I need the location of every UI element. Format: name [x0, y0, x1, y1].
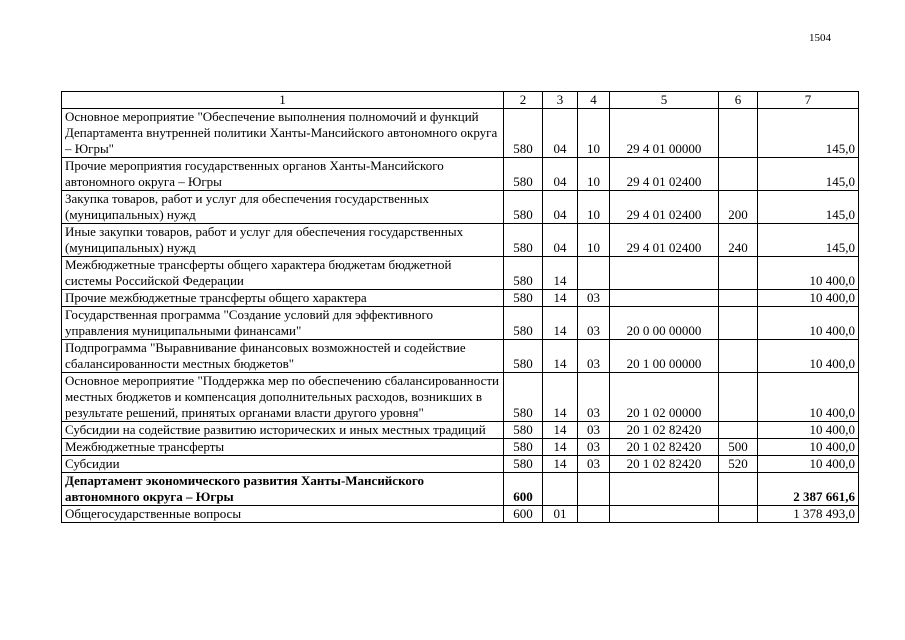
amount-cell: 145,0: [758, 224, 859, 257]
expense-type-cell: 500: [719, 439, 758, 456]
admin-code-cell: 580: [504, 307, 543, 340]
expense-type-cell: 520: [719, 456, 758, 473]
header-col-2: 2: [504, 92, 543, 109]
subsection-code-cell: [578, 257, 610, 290]
amount-cell: 10 400,0: [758, 257, 859, 290]
expense-name-cell: Прочие межбюджетные трансферты общего характера: [62, 290, 504, 307]
admin-code-cell: 580: [504, 257, 543, 290]
expense-name-cell: Государственная программа "Создание условий для эффективного управления муниципальными финансами": [62, 307, 504, 340]
table-row: [62, 257, 859, 290]
table-row: [62, 224, 859, 257]
admin-code-cell: 580: [504, 340, 543, 373]
expense-name-cell: Межбюджетные трансферты общего характера бюджетам бюджетной системы Российской Федерации: [62, 257, 504, 290]
expense-type-cell: [719, 109, 758, 158]
amount-cell: 10 400,0: [758, 290, 859, 307]
subsection-code-cell: 10: [578, 224, 610, 257]
table-row: [62, 506, 859, 523]
admin-code-cell: 580: [504, 373, 543, 422]
table-row: [62, 109, 859, 158]
section-code-cell: 14: [543, 307, 578, 340]
admin-code-cell: 580: [504, 158, 543, 191]
expense-type-cell: [719, 290, 758, 307]
subsection-code-cell: 10: [578, 191, 610, 224]
header-col-5: 5: [610, 92, 719, 109]
expense-name-cell: Общегосударственные вопросы: [62, 506, 504, 523]
target-code-cell: 20 1 02 00000: [610, 373, 719, 422]
table-row: [62, 307, 859, 340]
header-col-7: 7: [758, 92, 859, 109]
table-row: [62, 158, 859, 191]
target-code-cell: 20 1 02 82420: [610, 439, 719, 456]
admin-code-cell: 600: [504, 506, 543, 523]
subsection-code-cell: [578, 473, 610, 506]
amount-cell: 10 400,0: [758, 422, 859, 439]
budget-table: [61, 91, 859, 523]
amount-cell: 10 400,0: [758, 439, 859, 456]
subsection-code-cell: 03: [578, 373, 610, 422]
section-code-cell: 04: [543, 224, 578, 257]
section-code-cell: 14: [543, 340, 578, 373]
target-code-cell: 29 4 01 00000: [610, 109, 719, 158]
table-row: [62, 473, 859, 506]
subsection-code-cell: [578, 506, 610, 523]
section-code-cell: 04: [543, 109, 578, 158]
table-row: [62, 191, 859, 224]
target-code-cell: [610, 290, 719, 307]
admin-code-cell: 580: [504, 290, 543, 307]
amount-cell: 10 400,0: [758, 307, 859, 340]
section-code-cell: 14: [543, 257, 578, 290]
table-row: [62, 456, 859, 473]
header-col-1: 1: [62, 92, 504, 109]
header-col-4: 4: [578, 92, 610, 109]
section-code-cell: 14: [543, 290, 578, 307]
target-code-cell: 29 4 01 02400: [610, 158, 719, 191]
table-row: [62, 340, 859, 373]
subsection-code-cell: 03: [578, 307, 610, 340]
admin-code-cell: 600: [504, 473, 543, 506]
expense-type-cell: [719, 158, 758, 191]
target-code-cell: 20 1 00 00000: [610, 340, 719, 373]
table-row: [62, 422, 859, 439]
subsection-code-cell: 03: [578, 456, 610, 473]
expense-type-cell: [719, 373, 758, 422]
admin-code-cell: 580: [504, 224, 543, 257]
target-code-cell: 20 1 02 82420: [610, 422, 719, 439]
expense-type-cell: [719, 473, 758, 506]
expense-name-cell: Субсидии: [62, 456, 504, 473]
admin-code-cell: 580: [504, 456, 543, 473]
table-row: [62, 373, 859, 422]
target-code-cell: [610, 473, 719, 506]
amount-cell: 1 378 493,0: [758, 506, 859, 523]
amount-cell: 10 400,0: [758, 456, 859, 473]
section-code-cell: [543, 473, 578, 506]
section-code-cell: 01: [543, 506, 578, 523]
subsection-code-cell: 03: [578, 290, 610, 307]
subsection-code-cell: 10: [578, 109, 610, 158]
amount-cell: 145,0: [758, 191, 859, 224]
expense-type-cell: 200: [719, 191, 758, 224]
expense-type-cell: 240: [719, 224, 758, 257]
section-code-cell: 14: [543, 422, 578, 439]
target-code-cell: 20 1 02 82420: [610, 456, 719, 473]
target-code-cell: 20 0 00 00000: [610, 307, 719, 340]
subsection-code-cell: 03: [578, 439, 610, 456]
amount-cell: 145,0: [758, 158, 859, 191]
section-code-cell: 04: [543, 158, 578, 191]
expense-name-cell: Субсидии на содействие развитию исторических и иных местных традиций: [62, 422, 504, 439]
section-code-cell: 14: [543, 373, 578, 422]
admin-code-cell: 580: [504, 422, 543, 439]
expense-name-cell: Прочие мероприятия государственных органов Ханты-Мансийского автономного округа – Югры: [62, 158, 504, 191]
header-col-6: 6: [719, 92, 758, 109]
expense-name-cell: Иные закупки товаров, работ и услуг для обеспечения государственных (муниципальных) нужд: [62, 224, 504, 257]
header-row: [62, 92, 859, 109]
amount-cell: 145,0: [758, 109, 859, 158]
expense-name-cell: Департамент экономического развития Ханты-Мансийского автономного округа – Югры: [62, 473, 504, 506]
section-code-cell: 14: [543, 456, 578, 473]
target-code-cell: [610, 257, 719, 290]
expense-type-cell: [719, 307, 758, 340]
expense-name-cell: Основное мероприятие "Поддержка мер по обеспечению сбалансированности местных бюджетов и компенсация дополнительных расходов, возникших в результате решений, принятых органами власти другого уровня": [62, 373, 504, 422]
amount-cell: 10 400,0: [758, 373, 859, 422]
expense-type-cell: [719, 257, 758, 290]
admin-code-cell: 580: [504, 439, 543, 456]
amount-cell: 2 387 661,6: [758, 473, 859, 506]
target-code-cell: 29 4 01 02400: [610, 224, 719, 257]
section-code-cell: 04: [543, 191, 578, 224]
subsection-code-cell: 03: [578, 422, 610, 439]
page-number: 1504: [809, 32, 831, 44]
amount-cell: 10 400,0: [758, 340, 859, 373]
section-code-cell: 14: [543, 439, 578, 456]
admin-code-cell: 580: [504, 191, 543, 224]
expense-type-cell: [719, 422, 758, 439]
subsection-code-cell: 10: [578, 158, 610, 191]
subsection-code-cell: 03: [578, 340, 610, 373]
expense-name-cell: Подпрограмма "Выравнивание финансовых возможностей и содействие сбалансированности местных бюджетов": [62, 340, 504, 373]
admin-code-cell: 580: [504, 109, 543, 158]
table-row: [62, 290, 859, 307]
expense-type-cell: [719, 506, 758, 523]
table-row: [62, 439, 859, 456]
expense-type-cell: [719, 340, 758, 373]
header-col-3: 3: [543, 92, 578, 109]
target-code-cell: 29 4 01 02400: [610, 191, 719, 224]
target-code-cell: [610, 506, 719, 523]
expense-name-cell: Закупка товаров, работ и услуг для обеспечения государственных (муниципальных) нужд: [62, 191, 504, 224]
expense-name-cell: Основное мероприятие "Обеспечение выполнения полномочий и функций Департамента внутренней политики Ханты-Мансийского автономного округа – Югры": [62, 109, 504, 158]
expense-name-cell: Межбюджетные трансферты: [62, 439, 504, 456]
